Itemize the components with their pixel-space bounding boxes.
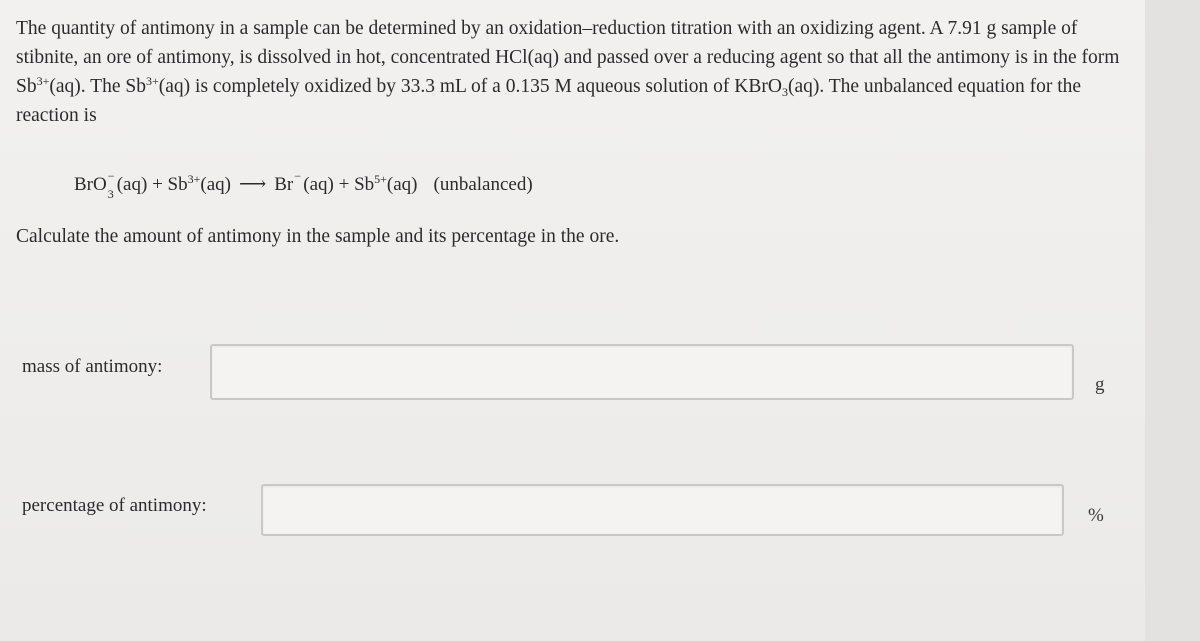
mass-input[interactable] <box>210 344 1074 400</box>
mass-label: mass of antimony: <box>22 356 163 377</box>
bromide-symbol: Br <box>274 174 294 195</box>
percentage-label: percentage of antimony: <box>22 495 207 516</box>
problem-end: (aq). The unbalanced equation for the reaction is <box>16 76 1082 126</box>
bromide-ion <box>274 169 302 196</box>
sb3-charge: 3+ <box>36 74 50 88</box>
sb3-symbol-2: Sb <box>125 76 146 97</box>
bromide-phase: (aq) + <box>303 174 355 195</box>
reaction-arrow: ⟶ <box>239 174 267 195</box>
sb3-charge-2: 3+ <box>145 74 159 88</box>
bromate-subscript: 3 <box>107 187 114 201</box>
bromate-phase: (aq) + <box>116 174 168 195</box>
eq-sb5-symbol: Sb <box>354 174 375 195</box>
bromate-symbol: BrO <box>74 174 107 195</box>
mass-unit: g <box>1095 374 1105 395</box>
problem-intro: The quantity of antimony in a sample can be determined by an oxidation–reduction titration with an oxidizing agent. A 7.91 g sample of stibnite, an ore of antimony, is dissolved in hot, concentrated HCl(aq) and passed over a reducing agent so that all the antimony is in the form <box>16 18 1120 68</box>
percentage-unit: % <box>1088 505 1104 526</box>
bromate-ion <box>74 169 115 201</box>
kbro3-subscript: 3 <box>781 85 788 99</box>
problem-statement <box>16 14 1126 130</box>
percentage-input[interactable] <box>261 484 1064 536</box>
eq-sb3-charge: 3+ <box>187 172 201 186</box>
eq-sb3-symbol: Sb <box>167 174 188 195</box>
problem-mid: (aq) is completely oxidized by 33.3 mL of a 0.135 M aqueous solution of <box>158 76 735 97</box>
right-margin <box>1145 0 1200 641</box>
kbro3-formula: KBrO <box>734 76 782 97</box>
eq-sb5-phase: (aq) <box>386 174 418 195</box>
sb3-symbol: Sb <box>16 76 37 97</box>
reaction-equation <box>74 169 533 201</box>
sb3-phase: (aq). The <box>49 76 126 97</box>
eq-sb3-phase: (aq) <box>200 174 231 195</box>
unbalanced-note: (unbalanced) <box>433 174 533 195</box>
eq-sb5-charge: 5+ <box>374 172 387 186</box>
instruction-text: Calculate the amount of antimony in the sample and its percentage in the ore. <box>16 226 620 247</box>
bromate-charge: − <box>107 169 115 183</box>
bromide-charge: − <box>294 169 302 183</box>
